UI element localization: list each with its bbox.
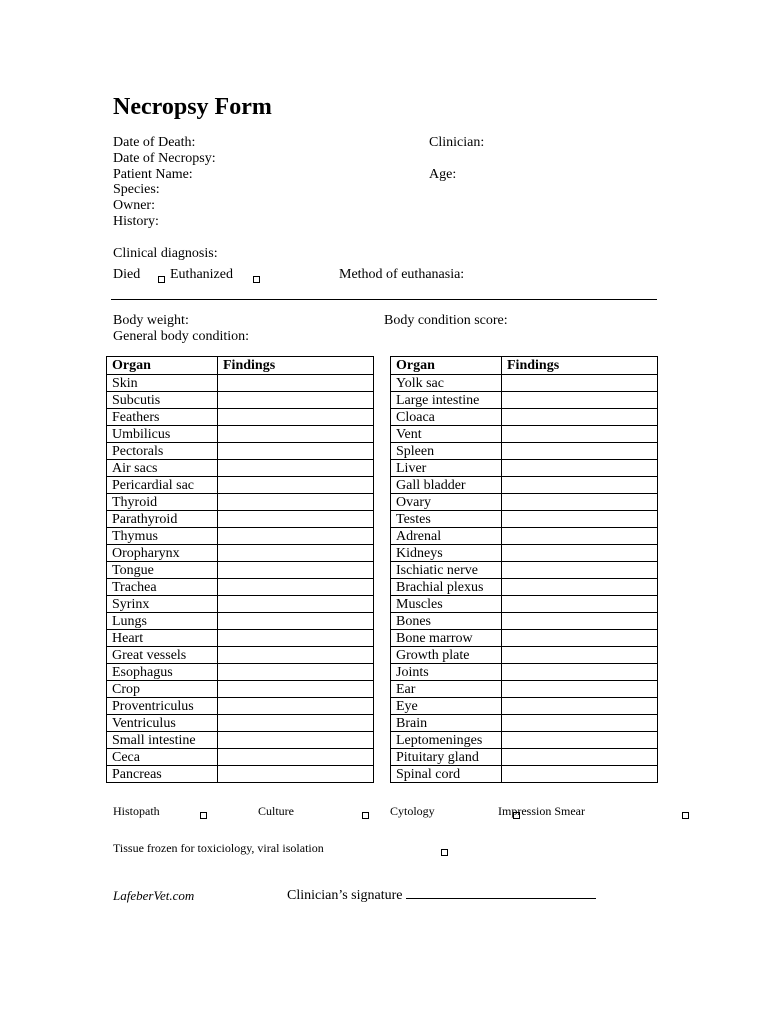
findings-cell[interactable] xyxy=(502,545,658,562)
table-row xyxy=(107,681,374,698)
clinician-signature xyxy=(287,886,596,904)
findings-cell[interactable] xyxy=(218,494,374,511)
findings-cell[interactable] xyxy=(502,596,658,613)
table-row xyxy=(107,698,374,715)
organ-header: Organ xyxy=(107,357,218,375)
table-row xyxy=(107,477,374,494)
findings-cell[interactable] xyxy=(502,647,658,664)
findings-cell[interactable] xyxy=(502,460,658,477)
culture-label: Culture xyxy=(258,804,294,818)
organ-cell: Thymus xyxy=(107,528,218,545)
organ-cell: Gall bladder xyxy=(391,477,502,494)
body-condition-score-label: Body condition score: xyxy=(384,313,508,328)
table-row xyxy=(391,426,658,443)
findings-cell[interactable] xyxy=(218,545,374,562)
findings-cell[interactable] xyxy=(218,749,374,766)
table-row xyxy=(391,613,658,630)
findings-cell[interactable] xyxy=(502,681,658,698)
findings-header: Findings xyxy=(218,357,374,375)
findings-cell[interactable] xyxy=(502,409,658,426)
age-label: Age: xyxy=(429,167,457,182)
findings-cell[interactable] xyxy=(218,409,374,426)
table-row xyxy=(391,375,658,392)
table-row xyxy=(107,766,374,783)
body-weight-label: Body weight: xyxy=(113,313,189,328)
findings-cell[interactable] xyxy=(218,443,374,460)
organ-cell: Adrenal xyxy=(391,528,502,545)
organ-cell: Small intestine xyxy=(107,732,218,749)
findings-cell[interactable] xyxy=(218,375,374,392)
organ-cell: Heart xyxy=(107,630,218,647)
organ-cell: Syrinx xyxy=(107,596,218,613)
organ-cell: Lungs xyxy=(107,613,218,630)
organ-cell: Pectorals xyxy=(107,443,218,460)
table-row xyxy=(391,698,658,715)
organ-cell: Yolk sac xyxy=(391,375,502,392)
findings-cell[interactable] xyxy=(502,443,658,460)
table-row xyxy=(391,392,658,409)
organ-cell: Ceca xyxy=(107,749,218,766)
organ-cell: Pericardial sac xyxy=(107,477,218,494)
organ-cell: Vent xyxy=(391,426,502,443)
impression-smear-checkbox[interactable] xyxy=(682,812,689,819)
organ-cell: Subcutis xyxy=(107,392,218,409)
died-label: Died xyxy=(113,267,141,282)
date-of-necropsy-label: Date of Necropsy: xyxy=(113,151,216,166)
findings-cell[interactable] xyxy=(502,749,658,766)
table-row xyxy=(391,528,658,545)
organ-cell: Growth plate xyxy=(391,647,502,664)
cytology-label: Cytology xyxy=(390,804,435,818)
signature-label: Clinician’s signature xyxy=(287,888,403,903)
organ-cell: Testes xyxy=(391,511,502,528)
table-row xyxy=(391,596,658,613)
organ-cell: Muscles xyxy=(391,596,502,613)
findings-cell[interactable] xyxy=(218,579,374,596)
table-row xyxy=(391,664,658,681)
table-row xyxy=(107,596,374,613)
findings-cell[interactable] xyxy=(502,426,658,443)
findings-cell[interactable] xyxy=(502,511,658,528)
site-name: LafeberVet.com xyxy=(113,888,195,903)
table-row xyxy=(107,494,374,511)
table-row xyxy=(107,409,374,426)
organ-cell: Trachea xyxy=(107,579,218,596)
table-row xyxy=(391,562,658,579)
organ-cell: Large intestine xyxy=(391,392,502,409)
organ-cell: Feathers xyxy=(107,409,218,426)
table-row xyxy=(391,579,658,596)
date-of-death-label: Date of Death: xyxy=(113,135,196,150)
table-row xyxy=(107,545,374,562)
clinical-diagnosis-label: Clinical diagnosis: xyxy=(113,246,218,261)
table-row xyxy=(107,732,374,749)
table-row xyxy=(107,460,374,477)
table-row xyxy=(107,511,374,528)
section-divider xyxy=(111,299,657,300)
organ-cell: Air sacs xyxy=(107,460,218,477)
findings-cell[interactable] xyxy=(218,460,374,477)
table-row xyxy=(391,766,658,783)
table-row xyxy=(391,409,658,426)
page-title: Necropsy Form xyxy=(113,94,272,120)
table-row xyxy=(391,749,658,766)
signature-line[interactable] xyxy=(406,886,596,899)
organ-cell: Ischiatic nerve xyxy=(391,562,502,579)
table-row xyxy=(107,749,374,766)
findings-cell[interactable] xyxy=(502,528,658,545)
organ-cell: Great vessels xyxy=(107,647,218,664)
organ-cell: Eye xyxy=(391,698,502,715)
organ-cell: Brain xyxy=(391,715,502,732)
findings-cell[interactable] xyxy=(502,630,658,647)
table-row xyxy=(107,528,374,545)
table-row xyxy=(391,732,658,749)
findings-cell[interactable] xyxy=(218,528,374,545)
histopath-checkbox[interactable] xyxy=(200,812,207,819)
table-row xyxy=(107,392,374,409)
table-row xyxy=(391,715,658,732)
table-row xyxy=(391,494,658,511)
general-body-condition-label: General body condition: xyxy=(113,329,250,344)
organ-cell: Thyroid xyxy=(107,494,218,511)
findings-cell[interactable] xyxy=(218,511,374,528)
table-row xyxy=(107,647,374,664)
organ-cell: Skin xyxy=(107,375,218,392)
findings-cell[interactable] xyxy=(502,392,658,409)
table-row xyxy=(391,647,658,664)
table-row xyxy=(391,681,658,698)
table-row xyxy=(391,630,658,647)
organ-cell: Kidneys xyxy=(391,545,502,562)
organ-cell: Oropharynx xyxy=(107,545,218,562)
histopath-label: Histopath xyxy=(113,804,160,818)
organ-cell: Leptomeninges xyxy=(391,732,502,749)
findings-cell[interactable] xyxy=(502,494,658,511)
findings-cell[interactable] xyxy=(218,766,374,783)
euthanized-label: Euthanized xyxy=(170,267,233,282)
impression-smear-label: Impression Smear xyxy=(498,804,585,818)
table-row xyxy=(107,630,374,647)
table-row xyxy=(107,579,374,596)
organ-cell: Cloaca xyxy=(391,409,502,426)
patient-name-label: Patient Name: xyxy=(113,167,193,182)
organ-cell: Crop xyxy=(107,681,218,698)
organ-cell: Parathyroid xyxy=(107,511,218,528)
findings-cell[interactable] xyxy=(218,392,374,409)
findings-cell[interactable] xyxy=(218,630,374,647)
findings-cell[interactable] xyxy=(218,613,374,630)
organ-cell: Ear xyxy=(391,681,502,698)
tissue-frozen-label: Tissue frozen for toxiciology, viral isolation xyxy=(113,841,324,855)
findings-cell[interactable] xyxy=(218,596,374,613)
organ-cell: Bone marrow xyxy=(391,630,502,647)
table-row xyxy=(107,375,374,392)
findings-cell[interactable] xyxy=(218,477,374,494)
organ-cell: Ventriculus xyxy=(107,715,218,732)
organ-cell: Pancreas xyxy=(107,766,218,783)
findings-cell[interactable] xyxy=(218,664,374,681)
died-option xyxy=(113,267,140,283)
culture-checkbox[interactable] xyxy=(362,812,369,819)
findings-cell[interactable] xyxy=(502,664,658,681)
organ-cell: Spleen xyxy=(391,443,502,460)
history-label: History: xyxy=(113,214,159,229)
table-row xyxy=(391,460,658,477)
findings-header: Findings xyxy=(502,357,658,375)
organ-cell: Spinal cord xyxy=(391,766,502,783)
organ-cell: Pituitary gland xyxy=(391,749,502,766)
organ-header: Organ xyxy=(391,357,502,375)
organ-cell: Joints xyxy=(391,664,502,681)
table-row xyxy=(107,715,374,732)
clinician-label: Clinician: xyxy=(429,135,485,150)
findings-cell[interactable] xyxy=(218,562,374,579)
findings-cell[interactable] xyxy=(502,766,658,783)
findings-cell[interactable] xyxy=(502,477,658,494)
table-row xyxy=(107,426,374,443)
table-row xyxy=(107,562,374,579)
organ-cell: Brachial plexus xyxy=(391,579,502,596)
owner-label: Owner: xyxy=(113,198,155,213)
organ-findings-table-right xyxy=(390,356,658,783)
organ-cell: Bones xyxy=(391,613,502,630)
organ-cell: Umbilicus xyxy=(107,426,218,443)
findings-cell[interactable] xyxy=(502,579,658,596)
table-row xyxy=(391,511,658,528)
findings-cell[interactable] xyxy=(218,732,374,749)
euthanized-checkbox[interactable] xyxy=(253,276,260,283)
findings-cell[interactable] xyxy=(218,426,374,443)
findings-cell[interactable] xyxy=(218,681,374,698)
organ-findings-table-left xyxy=(106,356,374,783)
table-row xyxy=(391,477,658,494)
table-row xyxy=(391,443,658,460)
findings-cell[interactable] xyxy=(218,647,374,664)
findings-cell[interactable] xyxy=(502,613,658,630)
table-row xyxy=(391,545,658,562)
findings-cell[interactable] xyxy=(218,715,374,732)
species-label: Species: xyxy=(113,182,160,197)
findings-cell[interactable] xyxy=(502,698,658,715)
table-row xyxy=(107,443,374,460)
tissue-frozen-checkbox[interactable] xyxy=(441,849,448,856)
table-row xyxy=(107,613,374,630)
findings-cell[interactable] xyxy=(218,698,374,715)
organ-cell: Tongue xyxy=(107,562,218,579)
organ-cell: Ovary xyxy=(391,494,502,511)
findings-cell[interactable] xyxy=(502,375,658,392)
findings-cell[interactable] xyxy=(502,562,658,579)
organ-cell: Liver xyxy=(391,460,502,477)
findings-cell[interactable] xyxy=(502,732,658,749)
organ-cell: Esophagus xyxy=(107,664,218,681)
findings-cell[interactable] xyxy=(502,715,658,732)
table-row xyxy=(107,664,374,681)
method-of-euthanasia-label: Method of euthanasia: xyxy=(339,267,465,282)
organ-cell: Proventriculus xyxy=(107,698,218,715)
died-checkbox[interactable] xyxy=(158,276,165,283)
